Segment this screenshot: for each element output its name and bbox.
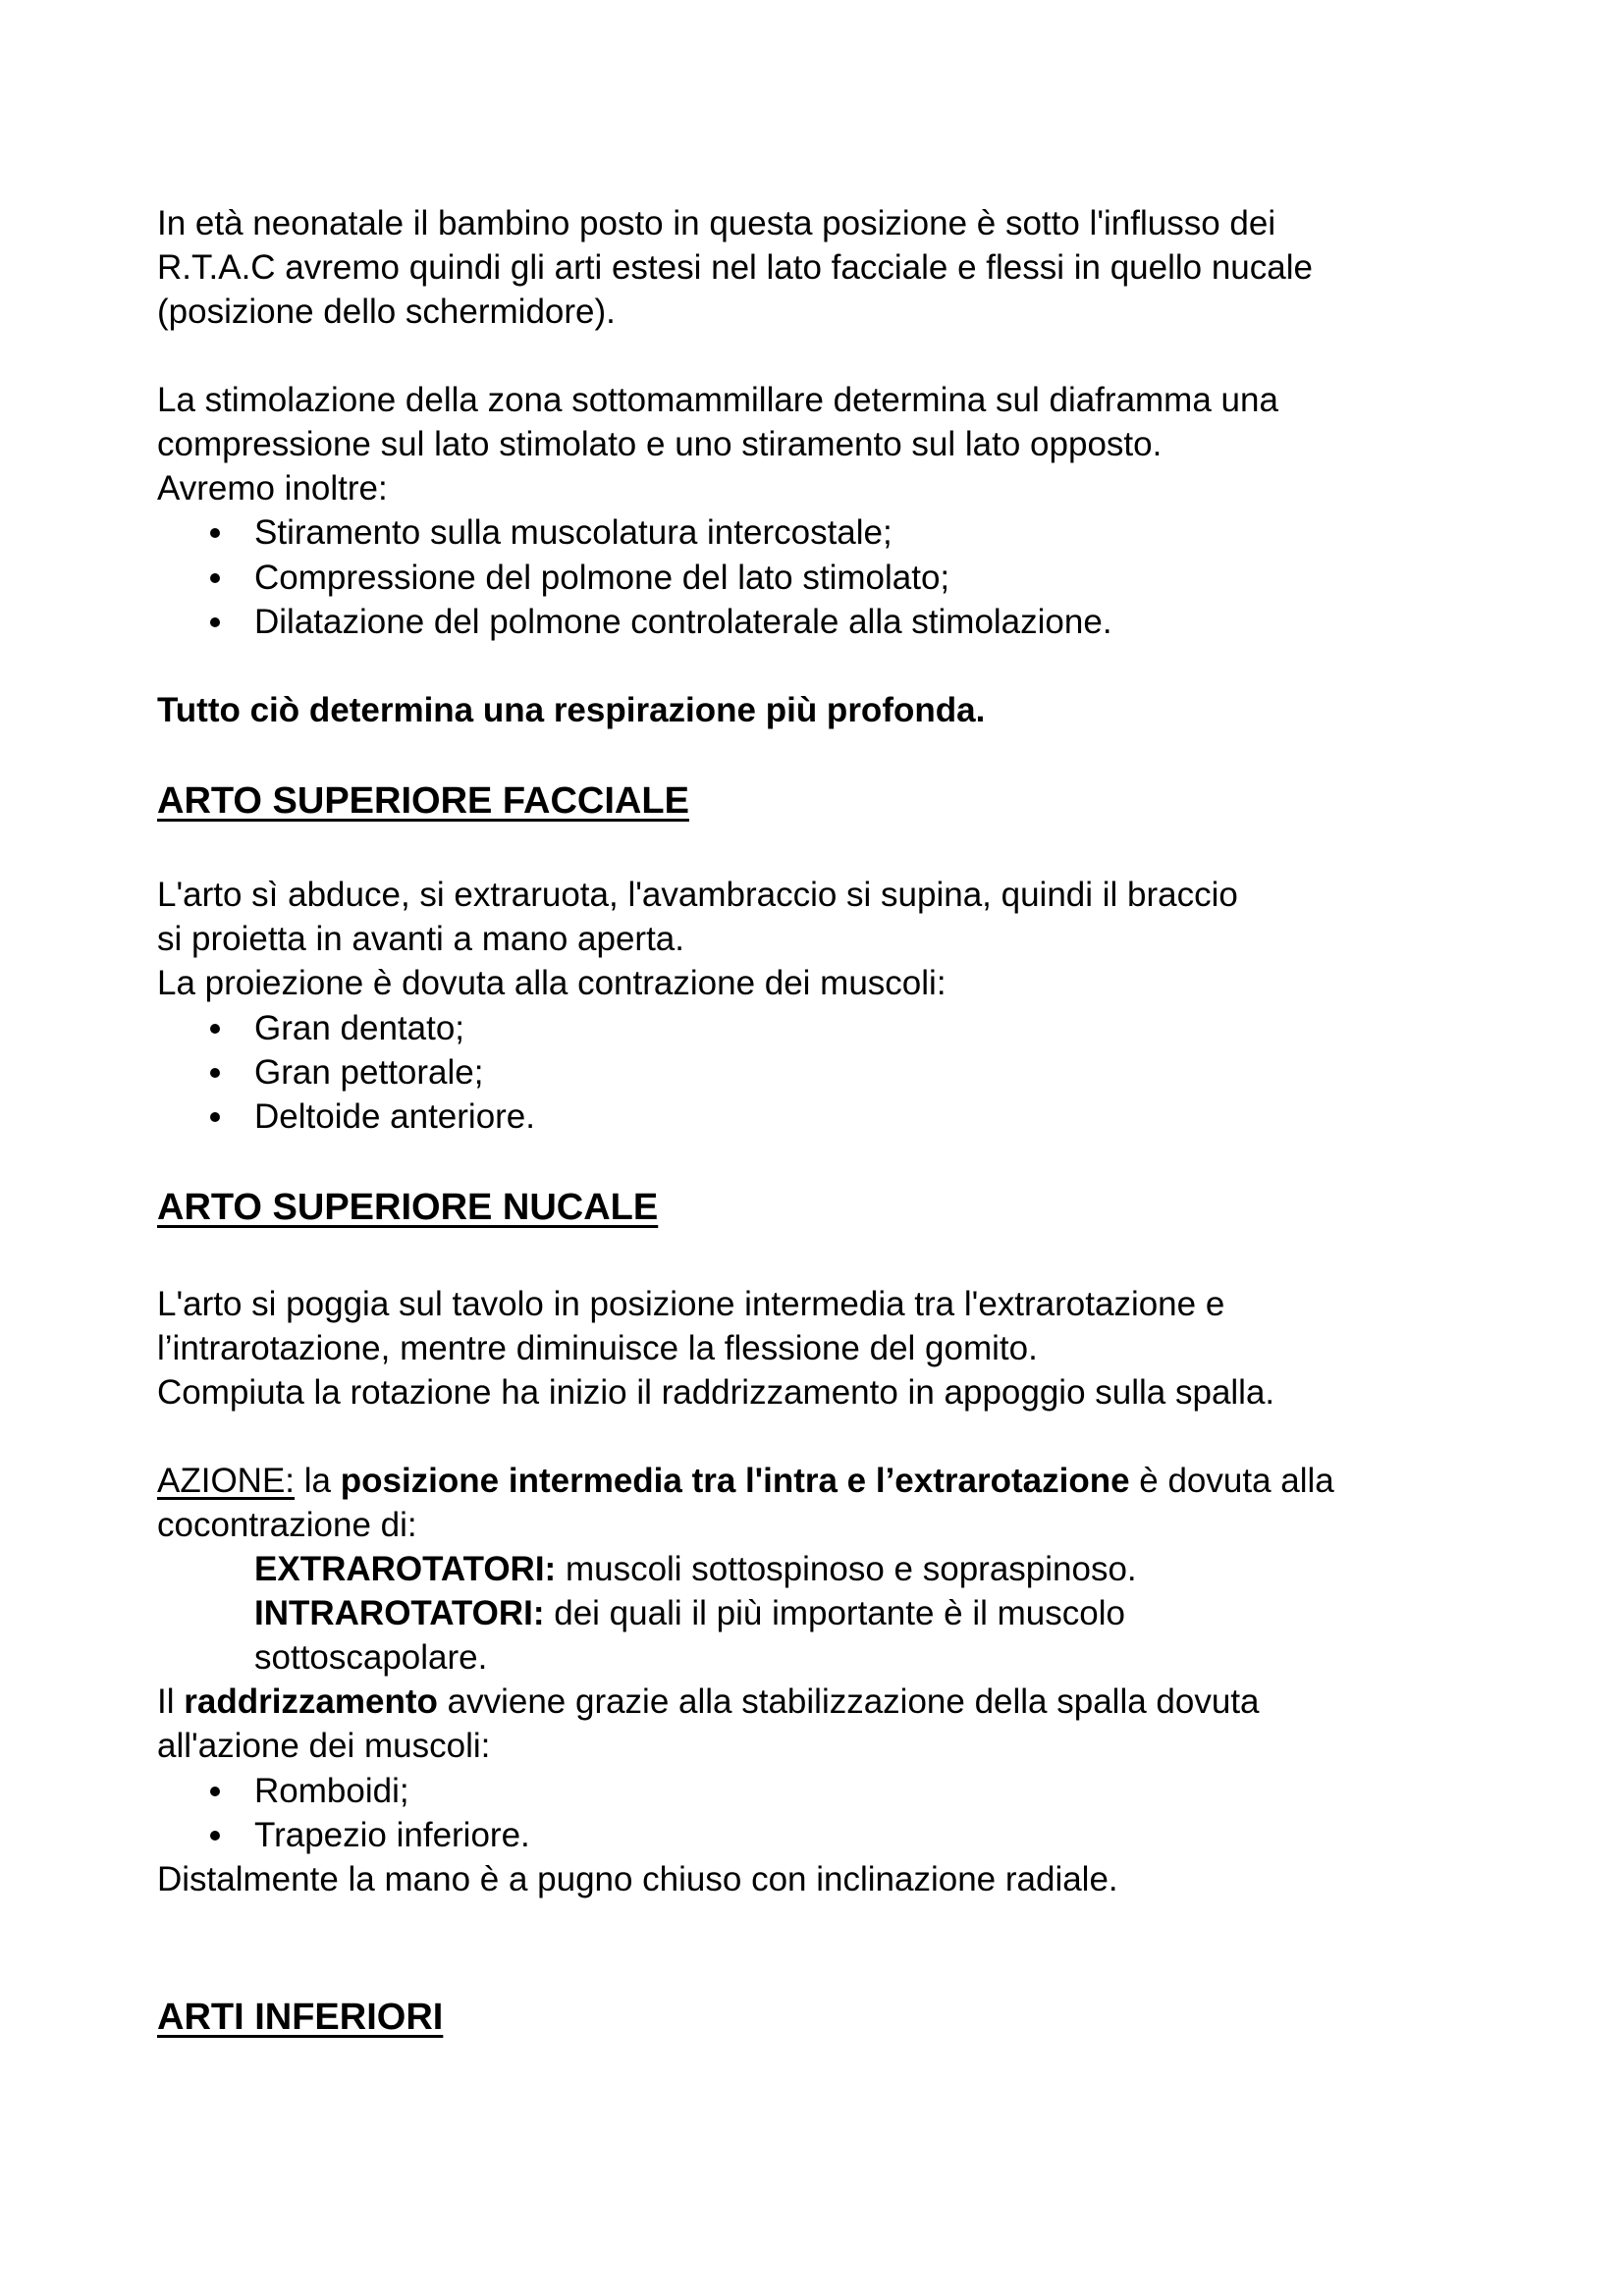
azione-text-1: la (295, 1462, 341, 1500)
para1-line2: R.T.A.C avremo quindi gli arti estesi nel lato facciale e flessi in quello nucale (157, 248, 1313, 287)
nucale-line3: Compiuta la rotazione ha inizio il raddrizzamento in appoggio sulla spalla. (157, 1373, 1275, 1412)
bullet-icon (210, 1831, 220, 1841)
intrarotatori-text: dei quali il più importante è il muscolo (544, 1594, 1125, 1632)
bullet-icon (210, 1787, 220, 1796)
para1-line1: In età neonatale il bambino posto in questa posizione è sotto l'influsso dei (157, 204, 1276, 242)
raddrizzamento-pre: Il (157, 1682, 185, 1721)
raddrizzamento-post: avviene grazie alla stabilizzazione della spalla dovuta (437, 1682, 1260, 1721)
conclusion-text: Tutto ciò determina una respirazione più profonda. (157, 691, 986, 729)
list-item: Dilatazione del polmone controlaterale alla stimolazione. (254, 603, 1112, 641)
heading-arti-inferiori: ARTI INFERIORI (157, 1997, 444, 2038)
facciale-line3: La proiezione è dovuta alla contrazione dei muscoli: (157, 964, 947, 1002)
bullet-icon (210, 573, 220, 583)
bullet-icon (210, 1024, 220, 1034)
facciale-line2: si proietta in avanti a mano aperta. (157, 920, 684, 958)
raddrizzamento-bold: raddrizzamento (184, 1682, 438, 1721)
para2-line2: compressione sul lato stimolato e uno stiramento sul lato opposto. (157, 425, 1163, 463)
bullet-icon (210, 617, 220, 627)
azione-line2: cocontrazione di: (157, 1506, 417, 1544)
bullet-icon (210, 1068, 220, 1078)
list-item: Gran pettorale; (254, 1053, 484, 1092)
extrarotatori-text: muscoli sottospinoso e sopraspinoso. (556, 1550, 1137, 1588)
list-item: Stiramento sulla muscolatura intercostale; (254, 513, 893, 552)
azione-line (157, 1459, 1334, 1503)
heading-arto-superiore-nucale: ARTO SUPERIORE NUCALE (157, 1187, 659, 1228)
para2-line1: La stimolazione della zona sottomammillare determina sul diaframma una (157, 381, 1278, 419)
bullet-icon (210, 1112, 220, 1122)
bullet-icon (210, 528, 220, 538)
azione-bold: posizione intermedia tra l'intra e l’extrarotazione (340, 1462, 1130, 1500)
heading-arto-superiore-facciale: ARTO SUPERIORE FACCIALE (157, 780, 689, 822)
para2-line3: Avremo inoltre: (157, 469, 388, 507)
list-item: Deltoide anteriore. (254, 1097, 535, 1136)
list-item: Gran dentato; (254, 1009, 465, 1047)
list-item: Romboidi; (254, 1772, 409, 1810)
extrarotatori-label: EXTRAROTATORI: (254, 1550, 557, 1588)
intrarotatori-label: INTRAROTATORI: (254, 1594, 545, 1632)
raddrizzamento-line (157, 1680, 1260, 1724)
azione-label: AZIONE: (157, 1462, 296, 1500)
nucale-line1: L'arto si poggia sul tavolo in posizione intermedia tra l'extrarotazione e (157, 1285, 1225, 1323)
intrarotatori-line (254, 1591, 1125, 1635)
nucale-final-line: Distalmente la mano è a pugno chiuso con inclinazione radiale. (157, 1860, 1118, 1898)
facciale-line1: L'arto sì abduce, si extraruota, l'avambraccio si supina, quindi il braccio (157, 876, 1238, 914)
para1-line3: (posizione dello schermidore). (157, 293, 616, 331)
extrarotatori-line (254, 1547, 1137, 1591)
raddrizzamento-line2: all'azione dei muscoli: (157, 1727, 491, 1765)
nucale-line2: l’intrarotazione, mentre diminuisce la flessione del gomito. (157, 1329, 1038, 1367)
list-item: Compressione del polmone del lato stimolato; (254, 559, 950, 597)
azione-text-2: è dovuta alla (1129, 1462, 1334, 1500)
intrarotatori-line2: sottoscapolare. (254, 1638, 488, 1677)
list-item: Trapezio inferiore. (254, 1816, 530, 1854)
